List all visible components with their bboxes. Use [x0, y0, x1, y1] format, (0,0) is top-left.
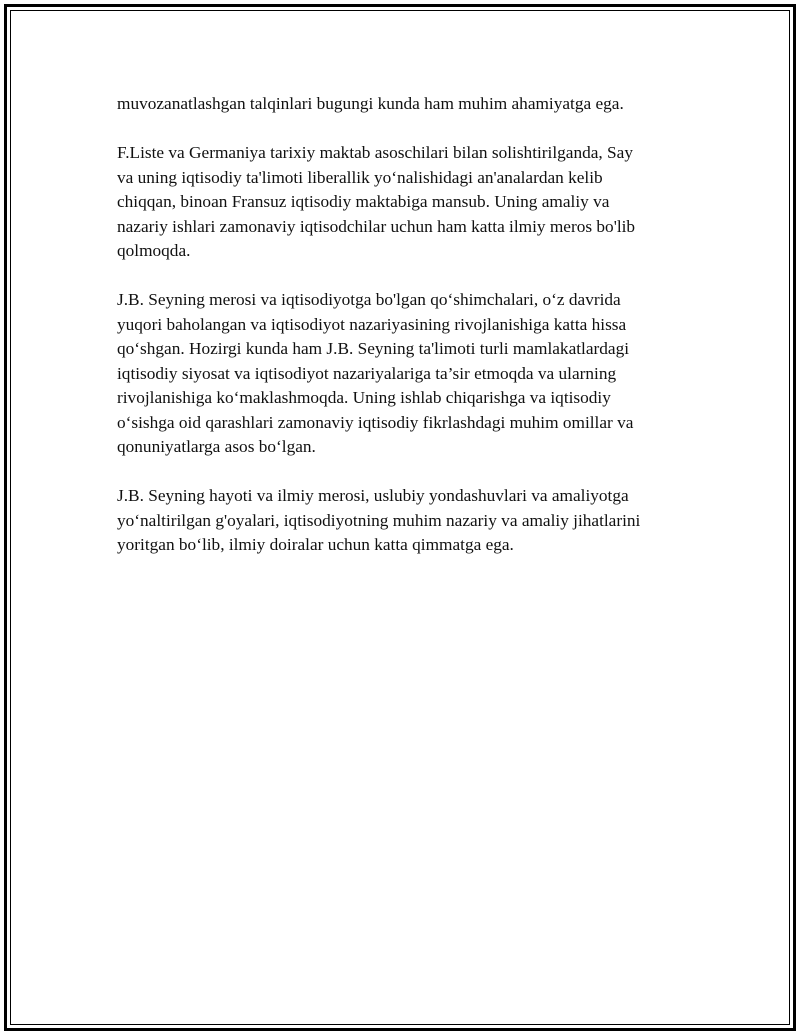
- text-line: qo‘shgan. Hozirgi kunda ham J.B. Seyning ta'limoti turli mamlakatlardagi: [117, 339, 630, 358]
- text-line: J.B. Seyning hayoti va ilmiy merosi, uslubiy yondashuvlari va amaliyotga: [117, 486, 629, 505]
- paragraph-2: [117, 141, 692, 264]
- text-line: chiqqan, binoan Fransuz iqtisodiy maktabiga mansub. Uning amaliy va: [117, 192, 610, 211]
- text-line: J.B. Seyning merosi va iqtisodiyotga bo'lgan qo‘shimchalari, o‘z davrida: [117, 290, 621, 309]
- text-line: muvozanatlashgan talqinlari bugungi kunda ham muhim ahamiyatga ega.: [117, 94, 624, 113]
- text-line: iqtisodiy siyosat va iqtisodiyot nazariyalariga ta’sir etmoqda va ularning: [117, 363, 617, 383]
- paragraph-1: [117, 92, 692, 117]
- paragraph-3: [117, 288, 692, 460]
- text-line: F.Liste va Germaniya tarixiy maktab asoschilari bilan solishtirilganda, Say: [117, 143, 633, 162]
- text-line: yuqori baholangan va iqtisodiyot nazariyasining rivojlanishiga katta hissa: [117, 314, 627, 334]
- document-body: [117, 92, 692, 582]
- text-line: va uning iqtisodiy ta'limoti liberallik yo‘nalishidagi an'analardan kelib: [117, 167, 603, 187]
- text-line: rivojlanishiga ko‘maklashmoqda. Uning ishlab chiqarishga va iqtisodiy: [117, 388, 611, 407]
- text-line: yoritgan bo‘lib, ilmiy doiralar uchun katta qimmatga ega.: [117, 535, 514, 554]
- text-line: qolmoqda.: [117, 241, 191, 260]
- text-line: nazariy ishlari zamonaviy iqtisodchilar uchun ham katta ilmiy meros bo'lib: [117, 216, 636, 236]
- text-line: o‘sishga oid qarashlari zamonaviy iqtisodiy fikrlashdagi muhim omillar va: [117, 412, 634, 432]
- paragraph-4: [117, 484, 692, 558]
- text-line: qonuniyatlarga asos bo‘lgan.: [117, 437, 316, 456]
- text-line: yo‘naltirilgan g'oyalari, iqtisodiyotning muhim nazariy va amaliy jihatlarini: [117, 510, 641, 530]
